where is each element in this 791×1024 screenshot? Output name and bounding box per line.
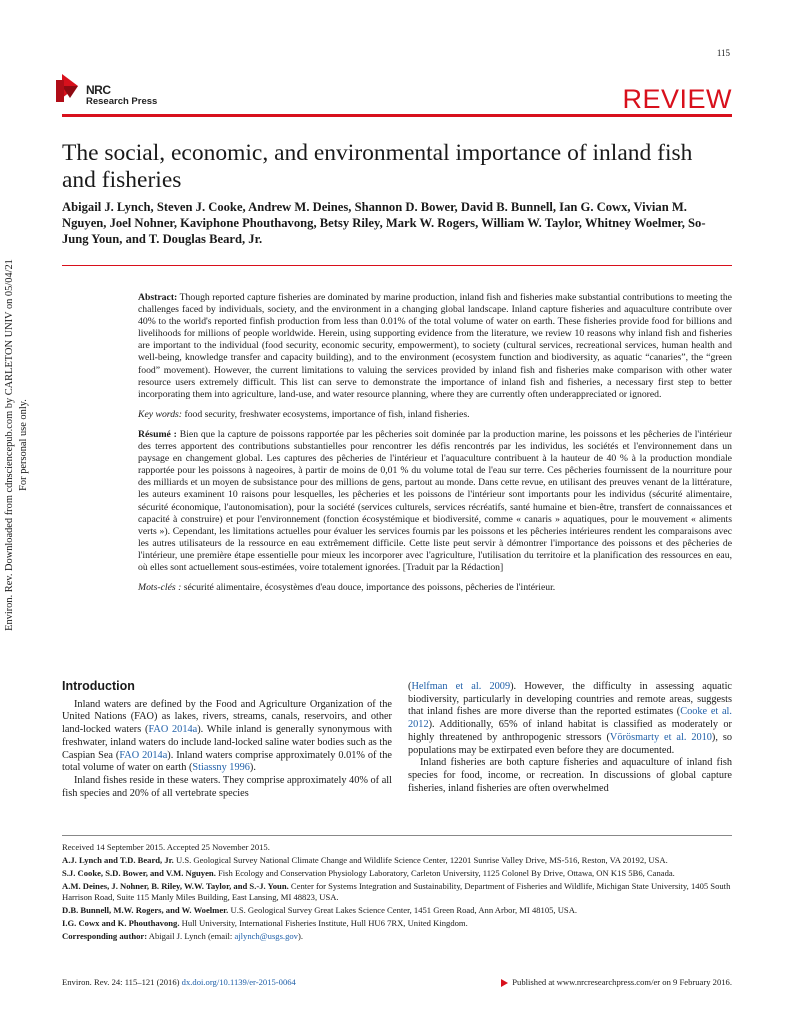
reference-link[interactable]: FAO 2014a (148, 724, 198, 736)
affiliation-text: Fish Ecology and Conservation Physiology Laboratory, Carleton University, 1125 Colonel By Drive, Ottawa, ON K1S 5B6, Canada. (215, 868, 675, 878)
affiliation-names: A.M. Deines, J. Nohner, B. Riley, W.W. Taylor, and S.-J. Youn. (62, 881, 289, 891)
footnote-rule (62, 835, 732, 836)
affiliation-item (62, 881, 732, 903)
watermark-line-2: For personal use only. (18, 399, 29, 491)
watermark-line-1: Environ. Rev. Downloaded from cdnsciencepub.com by CARLETON UNIV on 05/04/21 (4, 259, 15, 631)
affiliation-names: I.G. Cowx and K. Phouthavong. (62, 918, 180, 928)
resume-paragraph (138, 429, 732, 574)
affiliation-item (62, 868, 732, 879)
published-notice (454, 977, 732, 987)
affiliation-item (62, 855, 732, 866)
abstract-section (138, 292, 732, 602)
abstract-text: Though reported capture fisheries are dominated by marine production, inland fish and fisheries make substantial contributions to meeting the challenges faced by individuals, society, and the environment in a changing global landscape. Inland capture fisheries and aquaculture contribute over 40% to the world's reported finfish production from less than 0.01% of the total volume of water on earth. These fisheries provide food for billions and livelihoods for millions of people worldwide. Herein, using supporting evidence from the literature, we review 10 reasons why inland fish and fisheries are important to the individual (food security, economic security, empowerment), to society (cultural services, recreational services, human health and well-being, knowledge transfer and capacity building), and to the environment (ecosystem function and biodiversity, as aquatic “canaries”, the “green food” movement). However, the current limitations to valuing the services provided by inland fish and fisheries make comparison with other water resource users extremely difficult. This list can serve to demonstrate the importance of inland fish and fisheries, a necessary first step to better incorporating them into agriculture, land-use, and water resource planning, where they are currently often underappreciated or ignored. (138, 292, 732, 400)
corresponding-text-end: ). (297, 931, 303, 941)
affiliations-block (62, 842, 732, 944)
abstract-label: Abstract: (138, 292, 178, 303)
reference-link[interactable]: FAO 2014a (119, 749, 168, 761)
intro-text: ). Inland waters comprise approximately 0.01% of the total volume of water on earth ( (62, 749, 392, 774)
author-email-link[interactable]: ajlynch@usgs.gov (234, 931, 298, 941)
arrow-right-icon (501, 979, 508, 987)
corresponding-author (62, 931, 732, 942)
introduction-column (62, 680, 392, 800)
received-dates: Received 14 September 2015. Accepted 25 November 2015. (62, 842, 270, 852)
affiliation-text: Center for Systems Integration and Sustainability, Department of Fisheries and Wildlife, Michigan State University, 1405 South Harrison Road, Suite 115 Manly Miles Building, East Lansing, MI 48823, USA. (62, 881, 731, 902)
resume-text: Bien que la capture de poissons rapportée par les pêcheries soit dominée par la production marine, les poissons et les pêcheries de l'intérieur des terres apportent des contributions substantielles pour rencontrer les défis rencontrés par les individus, les sociétés et l'environnement dans un paysage en changement global. Les captures des pêcheries de l'intérieur et l'aquaculture contribuent à la hauteur de 40 % à la production mondiale rapportée pour les poissons à nageoires, à partir de moins de 0,01 % du volume total de l'eau sur terre. Ces pêcheries fournissent de la nourriture pour des milliards et un moyen de subsistance pour des millions de gens, partout au monde. Dans cette revue, en utilisant des preuves venant de la littérature, les auteurs examinent 10 raisons pour lesquelles, les pêcheries et les poissons de l'intérieur sont importants pour les individus (sécurité alimentaire, sécurité économique, l'autonomisation), pour la société (services culturels, services récréatifs, santé humaine et bien-être, transfert de connaissances et capacité à construire) et pour l'environnement (fonction écosystémique et biodiversité, comme « canaris » aquatiques, pour le mouvement « aliments verts »). Cependant, les limitations actuelles pour évaluer les services fournis par les poissons et les pêcheries intérieures rendent les comparaisons avec les autres utilisateurs de la ressource en eau extrêmement difficile. Cette liste peut servir à démontrer l'importance des poissons et des pêcheries de l'intérieur, une première étape essentielle pour mieux les incorporer avec l'agriculture, l'utilisation du territoire et la planification des ressources en eau, où elles sont actuellement sous-estimées, voire totalement ignorées. [Traduit par la Rédaction] (138, 428, 732, 573)
mots-cles-text: sécurité alimentaire, écosystèmes d'eau douce, importance des poissons, pêcheries de l'intérieur. (183, 582, 556, 594)
reference-link[interactable]: Stiassny 1996 (192, 762, 250, 774)
mots-cles-paragraph (138, 582, 732, 594)
download-watermark (3, 140, 35, 750)
logo-research-press-text: Research Press (86, 96, 158, 107)
affiliation-item (62, 905, 732, 916)
affiliation-text: U.S. Geological Survey Great Lakes Science Center, 1451 Green Road, Ann Arbor, MI 48105, USA. (228, 905, 578, 915)
article-type-label: REVIEW (622, 84, 732, 114)
logo-nrc-text: NRC (86, 83, 111, 97)
keywords-paragraph (138, 409, 732, 421)
reference-link[interactable]: Cooke et al. 2012 (408, 706, 732, 731)
intro-paragraph-2: Inland fishes reside in these waters. They comprise approximately 40% of all fish species and 20% of all vertebrate species (62, 774, 392, 799)
mots-cles-label: Mots-clés : (138, 582, 182, 594)
page-number: 115 (716, 48, 730, 58)
affiliation-names: D.B. Bunnell, M.W. Rogers, and W. Woelmer. (62, 905, 229, 915)
affiliation-names: S.J. Cooke, S.D. Bower, and V.M. Nguyen. (62, 868, 216, 878)
affiliation-names: A.J. Lynch and T.D. Beard, Jr. (62, 855, 174, 865)
article-title: The social, economic, and environmental importance of inland fish and fisheries (62, 140, 693, 193)
right-column-paragraph-2: Inland fisheries are both capture fisheries and aquaculture of inland fish species for food, income, or recreation. In discussions of global capture fisheries, inland fisheries are often overwhelmed (408, 757, 732, 794)
keywords-text: food security, freshwater ecosystems, importance of fish, inland fisheries. (184, 408, 470, 420)
intro-paragraph-1 (62, 699, 392, 775)
corresponding-label: Corresponding author: (62, 931, 148, 941)
body-text: ). Additionally, 65% of inland habitat is classified as moderately or highly threatened by anthropogenic stressors ( (408, 719, 732, 743)
abstract-paragraph (138, 292, 732, 401)
published-text: Published at www.nrcresearchpress.com/er on 9 February 2016. (512, 977, 732, 987)
header-rule (62, 114, 732, 117)
body-text: ), so populations may be extirpated even before they are documented. (408, 731, 733, 756)
intro-text: Inland waters are defined by the Food and Agriculture Organization of the United Nations (FAO) as lakes, rivers, streams, canals, reservoirs, and other land-locked waters ( (62, 698, 392, 736)
citation-text: Environ. Rev. 24: 115–121 (2016) (62, 977, 182, 987)
right-column (408, 681, 732, 795)
affiliation-item (62, 918, 732, 929)
keywords-label: Key words: (138, 408, 183, 420)
journal-citation (62, 977, 296, 987)
intro-text: ). While inland is generally synonymous with freshwater, inland waters do include land-locked saline water bodies such as the Caspian Sea ( (62, 724, 393, 761)
nrc-logo-icon (56, 72, 86, 112)
author-list: Abigail J. Lynch, Steven J. Cooke, Andrew M. Deines, Shannon D. Bower, David B. Bunnell, Ian G. Cowx, Vivian M. Nguyen, Joel Nohner, Kaviphone Phouthavong, Betsy Riley, Mark W. Rogers, William W. Taylor, Whitney Woelmer, So-Jung Youn, and T. Douglas Beard, Jr. (62, 200, 706, 246)
body-text: ( (408, 681, 412, 692)
nrc-research-press-logo (56, 72, 156, 117)
doi-link[interactable]: dx.doi.org/10.1139/er-2015-0064 (181, 977, 296, 987)
resume-label: Résumé : (138, 428, 177, 440)
affiliation-text: Hull University, International Fisheries Institute, Hull HU6 7RX, United Kingdom. (179, 918, 468, 928)
right-column-paragraph-1 (408, 681, 732, 757)
corresponding-text: Abigail J. Lynch (email: (147, 931, 235, 941)
reference-link[interactable]: Vörösmarty et al. 2010 (609, 731, 712, 743)
reference-link[interactable]: Helfman et al. 2009 (411, 681, 511, 692)
body-text: ). However, the difficulty in assessing aquatic biodiversity, particularly in developing countries and remote areas, suggests that inland fishes are more diverse than the reported estimates ( (408, 681, 733, 718)
affiliation-text: U.S. Geological Survey National Climate Change and Wildlife Science Center, 12201 Sunrise Valley Drive, MS-516, Reston, VA 20192, USA. (173, 855, 668, 865)
title-divider (62, 265, 732, 266)
intro-text: ). (249, 762, 256, 774)
introduction-heading: Introduction (62, 679, 135, 693)
